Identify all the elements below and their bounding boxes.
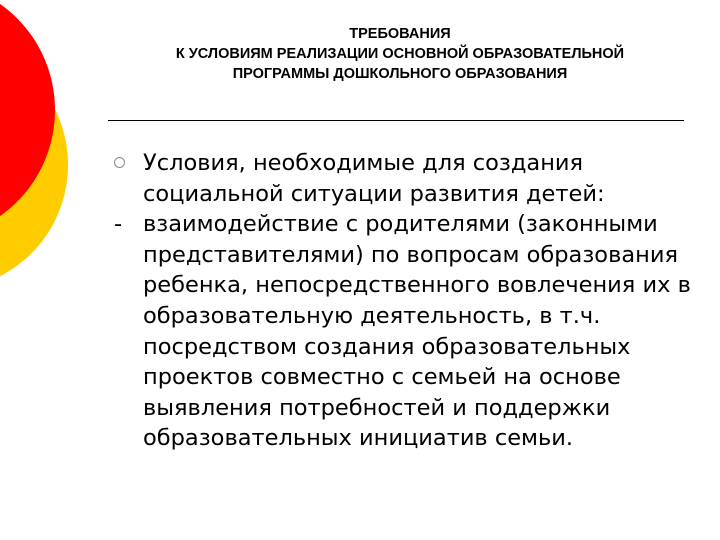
title-divider (108, 120, 684, 121)
dash-text: взаимодействие с родителями (законными представителями) по вопросам образования ребенка, непосредственного вовлечения их в образовательную деятельность, в т.ч. посредством создания образовательных проектов совместно с семьей на основе выявления потребностей и поддержки образовательных инициатив семьи. (143, 211, 691, 452)
dash-marker: - (114, 211, 123, 238)
dash-item (112, 209, 702, 454)
slide-title (100, 24, 700, 84)
bullet-item (112, 148, 702, 209)
circle-bullet-icon (114, 157, 125, 168)
bullet-text: Условия, необходимые для создания социальной ситуации развития детей: (143, 150, 605, 207)
slide-body (112, 148, 702, 454)
title-line-3: ПРОГРАММЫ ДОШКОЛЬНОГО ОБРАЗОВАНИЯ (232, 66, 568, 82)
title-line-2: К УСЛОВИЯМ РЕАЛИЗАЦИИ ОСНОВНОЙ ОБРАЗОВАТЕЛЬНОЙ (175, 46, 625, 62)
title-line-1: ТРЕБОВАНИЯ (349, 26, 451, 42)
